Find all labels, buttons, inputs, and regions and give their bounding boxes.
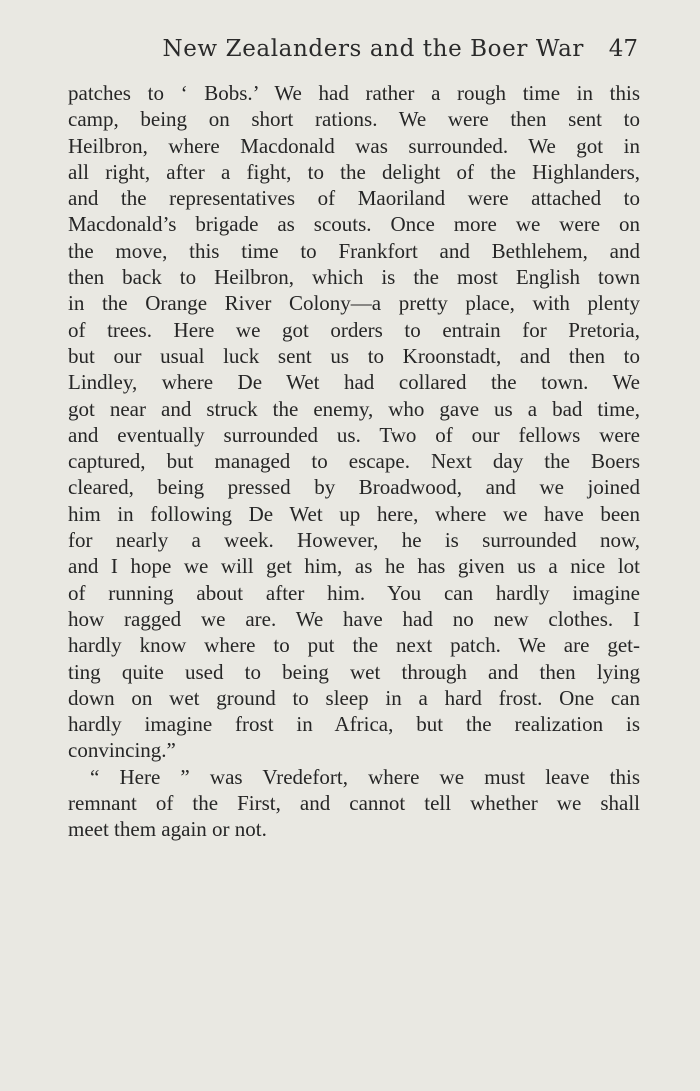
text-line: captured, but managed to escape. Next day the Boers (68, 449, 640, 474)
text-line: then back to Heilbron, which is the most English town (68, 265, 640, 290)
body-text (68, 80, 640, 843)
text-line: all right, after a fight, to the delight of the Highlanders, (68, 159, 640, 184)
text-line: camp, being on short rations. We were then sent to (68, 107, 640, 132)
text-line: and eventually surrounded us. Two of our fellows were (68, 422, 640, 447)
text-line: got near and struck the enemy, who gave us a bad time, (68, 396, 640, 421)
text-line: cleared, being pressed by Broadwood, and we joined (68, 475, 640, 500)
text-line: how ragged we are. We have had no new clothes. I (68, 606, 640, 631)
text-line: in the Orange River Colony—a pretty place, with plenty (68, 291, 640, 316)
text-line: convincing.” (68, 738, 176, 763)
text-line: but our usual luck sent us to Kroonstadt, and then to (68, 343, 640, 368)
text-line: ting quite used to being wet through and then lying (68, 659, 640, 684)
text-line: hardly know where to put the next patch. We are get- (68, 633, 640, 658)
text-line: remnant of the First, and cannot tell whether we shall (68, 791, 640, 816)
text-line: and the representatives of Maoriland were attached to (68, 186, 640, 211)
text-line: hardly imagine frost in Africa, but the realization is (68, 712, 640, 737)
text-line: meet them again or not. (68, 817, 267, 842)
text-line: for nearly a week. However, he is surrounded now, (68, 528, 640, 553)
text-line: Macdonald’s brigade as scouts. Once more we were on (68, 212, 640, 237)
text-line: Lindley, where De Wet had collared the town. We (68, 370, 640, 395)
text-line: him in following De Wet up here, where we have been (68, 501, 640, 526)
text-line: the move, this time to Frankfort and Bethlehem, and (68, 238, 640, 263)
text-line: “ Here ” was Vredefort, where we must leave this (90, 764, 640, 789)
text-line: of trees. Here we got orders to entrain for Pretoria, (68, 317, 640, 342)
text-line: of running about after him. You can hardly imagine (68, 580, 640, 605)
text-line: down on wet ground to sleep in a hard frost. One can (68, 685, 640, 710)
text-line: Heilbron, where Macdonald was surrounded. We got in (68, 133, 640, 158)
running-head (0, 32, 640, 68)
text-line: and I hope we will get him, as he has given us a nice lot (68, 554, 640, 579)
text-line: patches to ‘ Bobs.’ We had rather a rough time in this (68, 81, 640, 105)
running-title: New Zealanders and the Boer War (162, 36, 584, 62)
page-number: 47 (608, 36, 638, 62)
